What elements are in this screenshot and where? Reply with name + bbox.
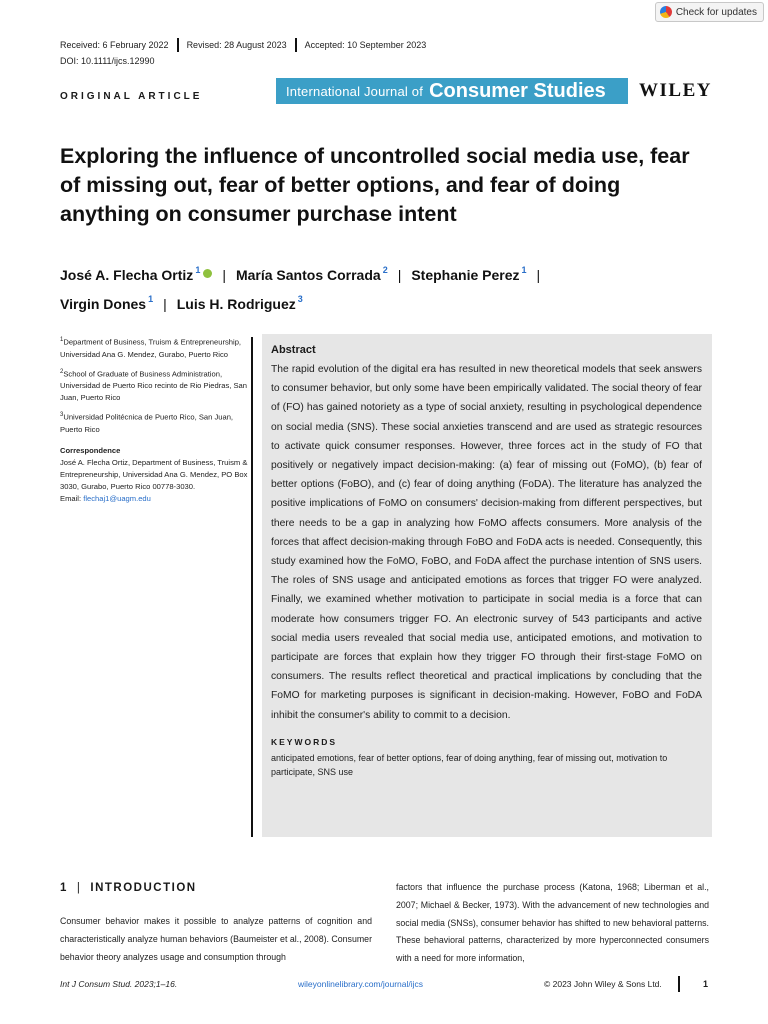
revised-date: Revised: 28 August 2023 [186,40,287,50]
abstract-box [262,334,712,837]
correspondence-text: José A. Flecha Ortiz, Department of Business, Truism & Entrepreneurship, Universidad Ana G. Mendez, PO Box 3030, Gurabo, Puerto Rico 00778-3030. [60,457,248,491]
author[interactable]: Luis H. Rodriguez $^3$ [176,294,303,312]
page-number: 1 [703,979,709,989]
affiliation: $^2$School of Graduate of Business Administration, Universidad de Puerto Rico recinto de Rio Piedras, San Juan, Puerto Rico [60,368,247,403]
keywords-heading: KEYWORDS [271,736,338,747]
body-text-left: Consumer behavior makes it possible to analyze patterns of cognition and characteristically analyze human behaviors (Baumeister et al., 2008). Consumer behavior theory analyzes usage and consumption through [60,916,372,962]
affiliation: $^1$Department of Business, Truism & Entrepreneurship, Universidad Ana G. Mendez, Gurabo, Puerto Rico [60,337,242,359]
keywords-text: anticipated emotions, fear of better options, fear of doing anything, fear of missing out, motivation to participate, SNS use [271,752,668,777]
article-type: ORIGINAL ARTICLE [60,91,203,102]
article-dates [60,38,426,52]
received-date: Received: 6 February 2022 [60,40,169,50]
doi[interactable]: DOI: 10.1111/ijcs.12990 [60,56,155,66]
abstract-heading: Abstract [271,344,316,356]
section-heading: 1 | INTRODUCTION [60,882,197,894]
accepted-date: Accepted: 10 September 2023 [304,40,427,50]
journal-name: Consumer Studies [429,79,606,102]
check-for-updates-button[interactable] [655,2,764,22]
author[interactable]: Virgin Dones $^1$ [60,294,154,312]
correspondence-heading: Correspondence [60,445,121,455]
crossmark-icon [660,6,672,18]
article-title: Exploring the influence of uncontrolled social media use, fear of missing out, fear of better options, and fear of doing anything on consumer purchase intent [60,144,690,226]
affiliation: $^3$Universidad Politécnica de Puerto Rico, San Juan, Puerto Rico [60,412,234,434]
divider [251,337,253,837]
author-list: José A. Flecha Ortiz $^1$ | María Santos Corrada $^2$ | Stephanie Perez $^1$ | Virgin Dones $^1$ | Luis H. Rodriguez $^3$ [60,265,541,312]
abstract-text: The rapid evolution of the digital era has resulted in new theoretical models that seek answers to consumer behavior, but only some have been empirically validated. The social theory of fear of (FO) has gained notoriety as a type of social anxiety, resulting in psychological dependence on social media (SNS). These social anxieties transcend and are used as strategic resources to activate quick consumer responses. However, three forces act in the study of FO that positively or negatively impact decision-making: (a) fear of missing out (FoMO), (b) fear of better options (FoBO), and (c) fear of doing anything (FoDA). The literature has analyzed the positive implications of FoMO on consumers' decision-making from different perspectives, but there needs to be a gap in analyzing how FoMO affects consumers. More analysis of the forces that affect decision-making through FoBO and FoDA acts is needed. Consequently, this study examined how the FoMO, FoBO, and FoDA affect the purchase intention of SNS users. The roles of SNS usage and anticipated emotions as forces that trigger FO were analyzed. Finally, we examined whether motivation to participate in social media is a force that can moderate how consumers trigger FO. An electronic survey of 543 participants and active social media users revealed that social media use, anticipated emotions, and motivation to participate are forces that explain how they trigger FO through their first-stage FoMO on consumers. The results reflect theoretical and practical implications by concluding that the FoMO for marketing purposes is significant in decision-making. However, FoBO and FoDA inhibit the consumer's ability to commit to a decision. [271,364,702,721]
author[interactable]: Stephanie Perez $^1$ [411,265,527,283]
affiliations [60,334,250,505]
footer-copyright: © 2023 John Wiley & Sons Ltd. [544,979,662,989]
author[interactable]: José A. Flecha Ortiz $^1$ [60,265,201,283]
check-for-updates-label: Check for updates [675,6,757,18]
journal-banner[interactable] [276,78,628,104]
email-link[interactable]: flechaj1@uagm.edu [83,493,151,503]
journal-prefix: International Journal of [286,83,424,99]
publisher-logo[interactable]: WILEY [639,80,712,101]
divider [177,38,179,52]
correspondence-email: Email: flechaj1@uagm.edu [60,493,151,503]
orcid-icon[interactable] [203,269,212,278]
author[interactable]: María Santos Corrada $^2$ [235,265,388,283]
divider [678,976,680,992]
footer-citation: Int J Consum Stud. 2023;1–16. [60,979,178,989]
divider [295,38,297,52]
body-text-right: factors that influence the purchase process (Katona, 1968; Liberman et al., 2007; Michael & Becker, 1973). With the advancement of new technologies and social media (SNSs), consumer behavior has shifted to new behavioral patterns. These behavioral patterns, characterized by more hyperconnected consumers with a need for more information, [396,882,709,964]
footer-journal-link[interactable]: wileyonlinelibrary.com/journal/ijcs [298,979,424,989]
